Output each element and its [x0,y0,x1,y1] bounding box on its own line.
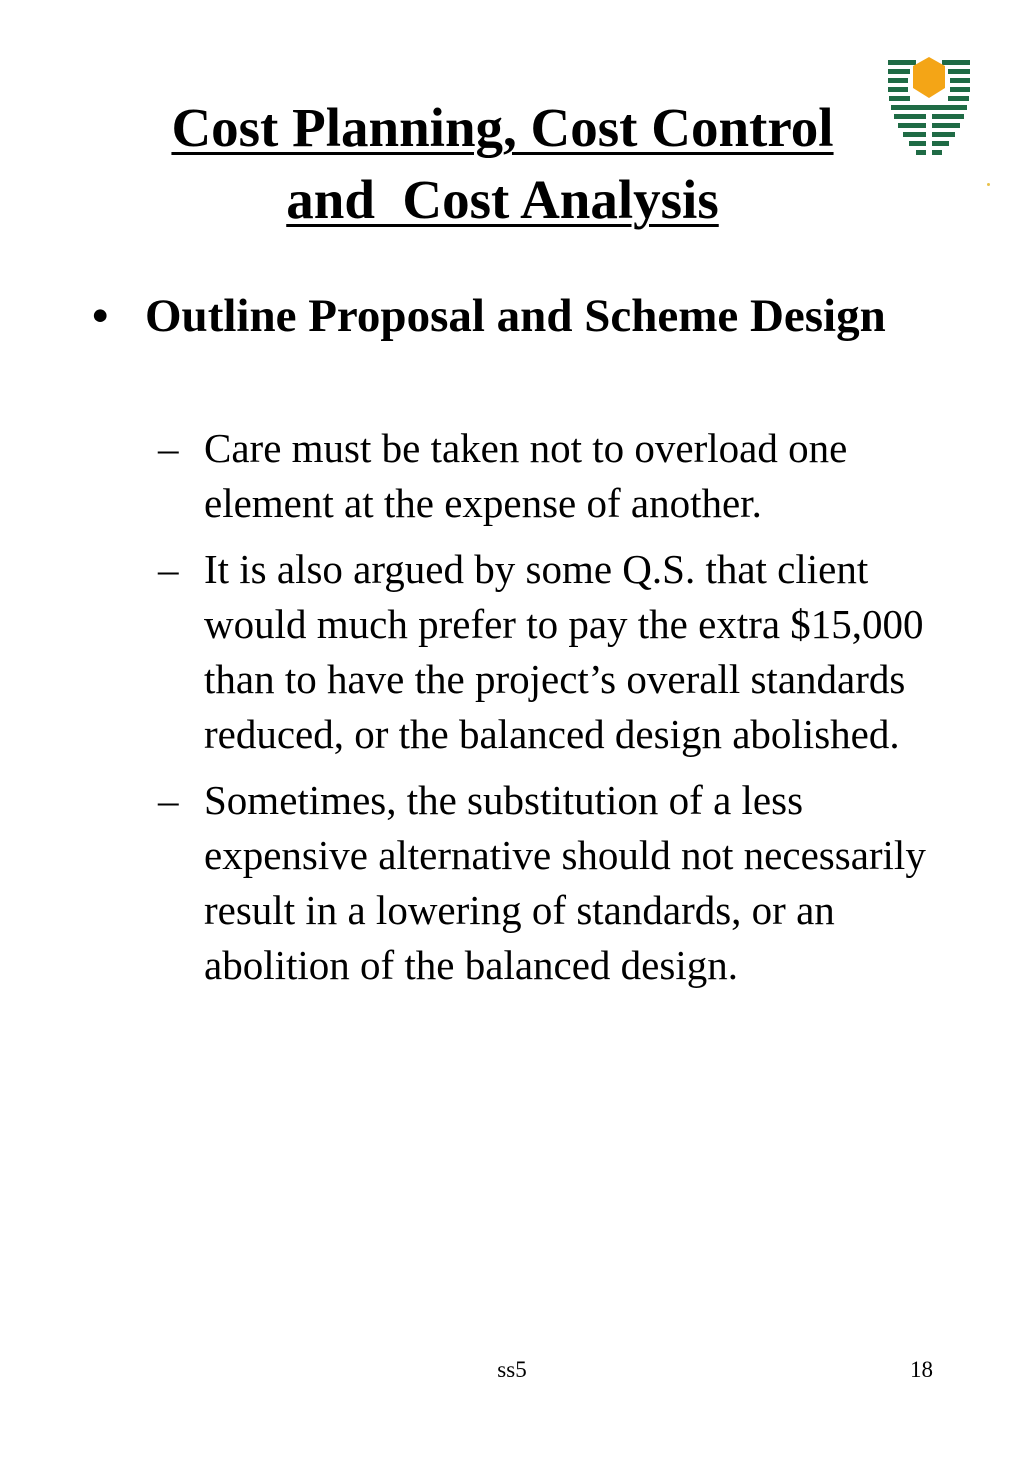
sub-bullet-text: Care must be taken not to overload one element at the expense of another. [204,425,848,526]
dash-marker: – [158,546,179,592]
sub-bullet-list [158,421,938,1004]
footer-label: ss5 [497,1357,527,1382]
dash-marker: – [158,425,179,471]
main-bullet [92,285,912,347]
sub-bullet-item [158,421,938,531]
slide-title [100,92,905,236]
sub-bullet-item [158,773,938,993]
sub-bullet-text: Sometimes, the substitution of a less expensive alternative should not necessarily result in a lowering of standards, or an abolition of the balanced design. [204,777,926,988]
page-number: 18 [910,1357,933,1382]
logo-accent-dot [987,183,990,186]
dash-marker: – [158,777,179,823]
slide-title-line-1: Cost Planning, Cost Control [171,97,834,158]
university-crest-icon [884,56,974,164]
bullet-marker: • [92,290,109,342]
sub-bullet-text: It is also argued by some Q.S. that client would much prefer to pay the extra $15,000 than to have the project’s overall standards reduced, or the balanced design abolished. [204,546,924,757]
main-bullet-text: Outline Proposal and Scheme Design [145,290,886,342]
slide-title-line-2: and Cost Analysis [286,169,719,230]
sub-bullet-item [158,542,938,762]
